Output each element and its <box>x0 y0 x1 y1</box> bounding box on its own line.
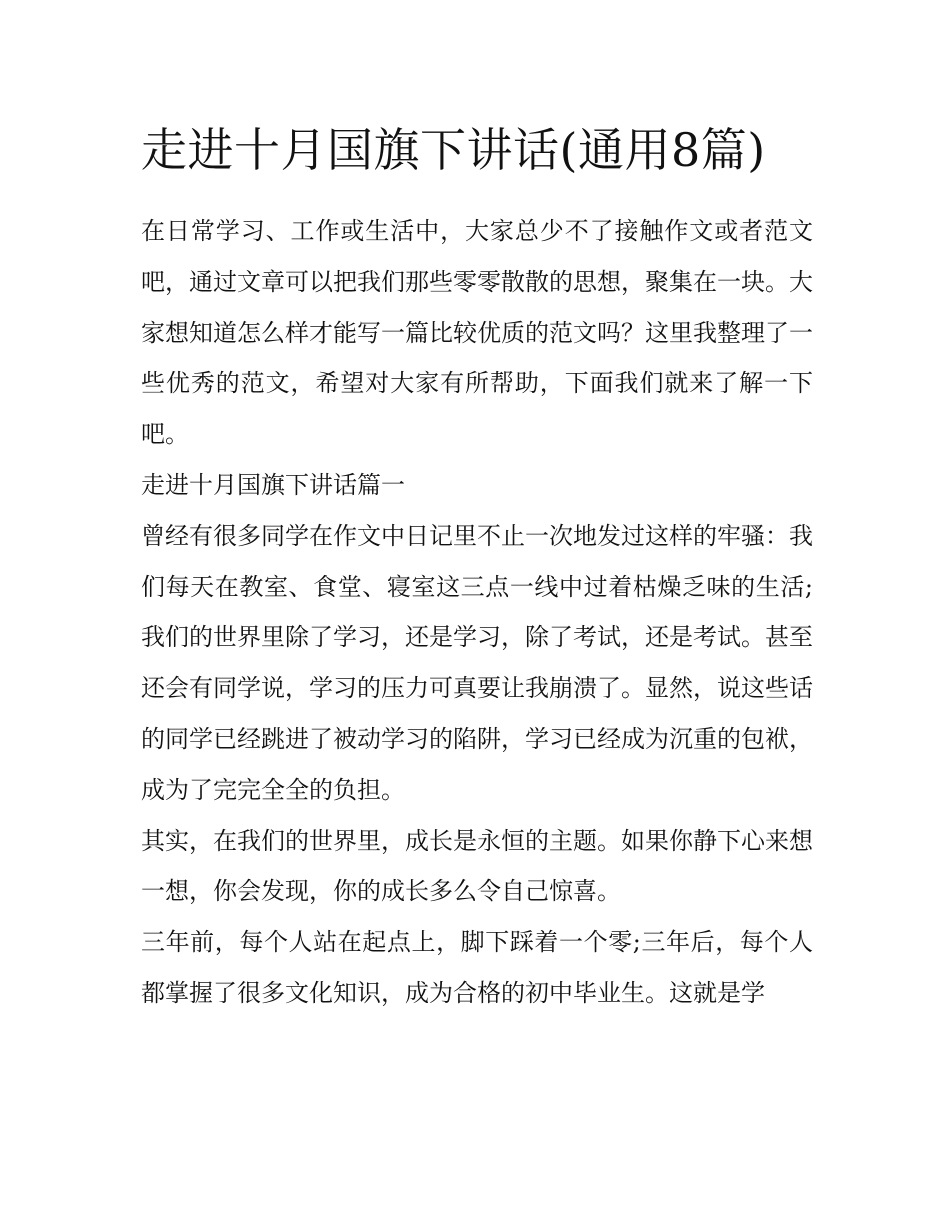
section-heading: 走进十月国旗下讲话篇一 <box>141 470 405 499</box>
document-body <box>141 112 813 1019</box>
document-title: 走进十月国旗下讲话(通用8篇) <box>141 123 766 177</box>
body-paragraph: 三年前，每个人站在起点上，脚下踩着一个零;三年后，每个人都掌握了很多文化知识，成为合格的初中毕业生。这就是学 <box>141 928 813 1007</box>
body-paragraph: 其实，在我们的世界里，成长是永恒的主题。如果你静下心来想一想，你会发现，你的成长多么令自己惊喜。 <box>141 826 813 906</box>
body-paragraph: 曾经有很多同学在作文中日记里不止一次地发过这样的牢骚：我们每天在教室、食堂、寝室这三点一线中过着枯燥乏味的生活;我们的世界里除了学习，还是学习，除了考试，还是考试。甚至还会有同学说，学习的压力可真要让我崩溃了。显然，说这些话的同学已经跳进了被动学习的陷阱，学习已经成为沉重的包袱，成为了完完全全的负担。 <box>141 521 813 804</box>
intro-paragraph: 在日常学习、工作或生活中，大家总少不了接触作文或者范文吧，通过文章可以把我们那些零零散散的思想，聚集在一块。大家想知道怎么样才能写一篇比较优质的范文吗？这里我整理了一些优秀的范文，希望对大家有所帮助，下面我们就来了解一下吧。 <box>141 217 813 449</box>
